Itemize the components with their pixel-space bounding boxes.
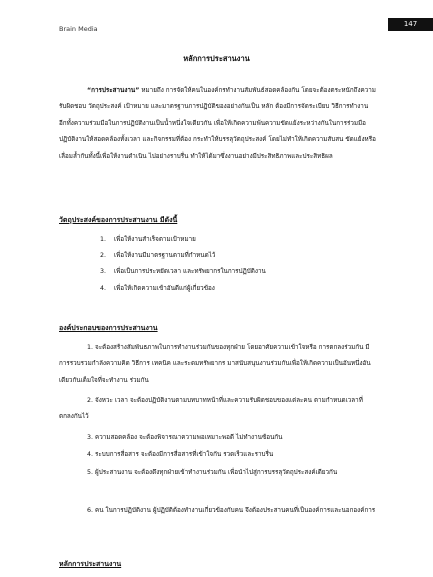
objectives-list: [59, 232, 377, 297]
list-item: 2. เพื่อให้งานมีมาตรฐานตามที่กำหนดไว้: [99, 252, 216, 260]
next-section-heading: หลักการประสานงาน: [59, 560, 122, 568]
component-item-2: 2. จังหวะ เวลา จะต้องปฏิบัติงานตามบทบาทหน้าที่และความรับผิดชอบของแต่ละคน ตามกำหนดเวลาที่ตกลงกันไว้: [59, 397, 363, 421]
header-brand: Brain Media: [59, 25, 98, 33]
components-heading: องค์ประกอบของการประสานงาน: [59, 324, 158, 332]
intro-text: หมายถึง การจัดให้คนในองค์กรทำงานสัมพันธ์สอดคล้องกัน โดยจะต้องตระหนักถึงความรับผิดชอบ วัตถุประสงค์ เป้าหมาย และมาตรฐานการปฏิบัติของอย่างกันเป็น หลัก ต้องมีการจัดระเบียบ วิธีการทำงาน อีกทั้งความร่วมมือในการปฏิบัติงานเป็นน้ำหนึ่งใจเดียวกัน เพื่อให้เกิดความพ้นความขัดแย้งระหว่างกันในการร่วมมือปฏิบัติงานให้สอดคล้องทั้งเวลา และกิจกรรมที่ต้อง กระทำให้บรรลุวัตถุประสงค์ โดยไม่ทำให้เกิดความสับสน ขัดแย้งหรือเลื่อมล้ำกันทั้งนี้เพื่อให้งานดำเนิน ไปอย่างราบรื่น ทำให้ได้มาซึ่งงานอย่างมีประสิทธิภาพและประสิทธิผล: [59, 87, 376, 160]
component-item-1: 1. จะต้องสร้างสัมพันธภาพในการทำงานร่วมกันของทุกฝ่าย โดยอาศัยความเข้าใจหรือ การตกลงร่วมกัน มีการรวบรวมกำลังความคิด วิธีการ เทคนิค และระดมทรัพยากร มาสนับสนุนงานร่วมกันเพื่อให้เกิดความเป็นอันหนึ่งอันเดียวกันเต็มใจที่จะทำงาน ร่วมกัน: [59, 344, 371, 384]
list-item: 4. เพื่อให้เกิดความเข้าอันดีแก่ผู้เกี่ยวข้อง: [99, 284, 215, 292]
component-item-5: 5. ผู้ประสานงาน จะต้องดึงทุกฝ่ายเข้าทำงานร่วมกัน เพื่อนำไปสู่การบรรลุวัตถุประสงค์เดียวกัน: [87, 469, 338, 476]
intro-term: “การประสานงาน”: [87, 87, 140, 94]
component-item-3: 3. ความสอดคล้อง จะต้องพิจารณาความพอเหมาะพอดี ไม่ทำงานซ้อนกัน: [87, 434, 283, 441]
list-item: 3. เพื่อเป็นการประหยัดเวลา และทรัพยากรในการปฏิบัติงาน: [99, 268, 266, 276]
objectives-heading: วัตถุประสงค์ของการประสานงาน มีดังนี้: [59, 216, 178, 224]
component-item-6: 6. คน ในการปฏิบัติงาน ผู้ปฏิบัติต้องทำงานเกี่ยวข้องกับคน จึงต้องประสานคนที่เป็นองค์การและนอกองค์การ: [87, 507, 376, 514]
intro-paragraph: [59, 83, 377, 165]
component-item-4: 4. ระบบการสื่อสาร จะต้องมีการสื่อสารที่เข้าใจกัน รวดเร็วและราบรื่น: [87, 451, 274, 458]
page-title: หลักการประสานงาน: [183, 54, 250, 63]
page-number-badge: 147: [388, 18, 433, 31]
list-item: 1. เพื่อให้งานสำเร็จตามเป้าหมาย: [99, 236, 196, 243]
